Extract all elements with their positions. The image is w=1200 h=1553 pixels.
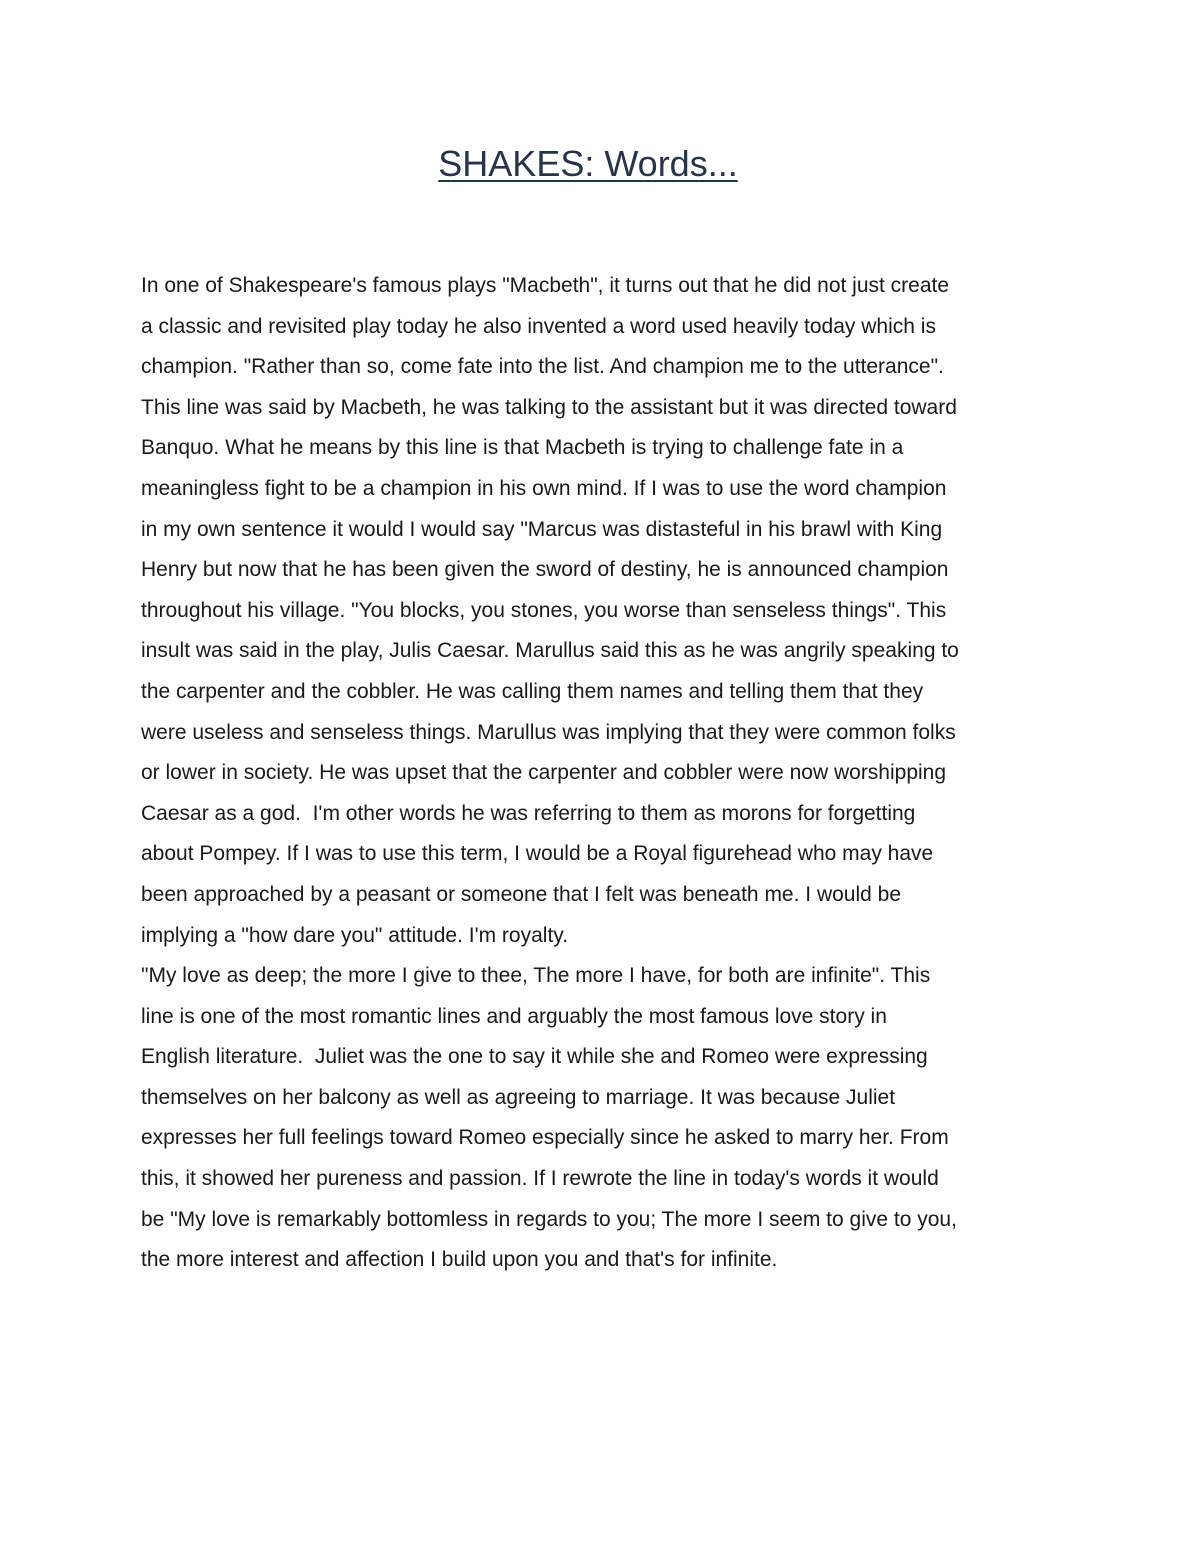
text-line: This line was said by Macbeth, he was talking to the assistant but it was directed toward <box>141 395 957 419</box>
text-line: implying a "how dare you" attitude. I'm royalty. <box>141 923 569 947</box>
text-line: Henry but now that he has been given the sword of destiny, he is announced champion <box>141 558 949 582</box>
text-line: themselves on her balcony as well as agreeing to marriage. It was because Juliet <box>141 1085 896 1109</box>
text-line: this, it showed her pureness and passion. If I rewrote the line in today's words it would <box>141 1167 939 1191</box>
text-line: a classic and revisited play today he also invented a word used heavily today which is <box>141 314 936 338</box>
text-line: Banquo. What he means by this line is that Macbeth is trying to challenge fate in a <box>141 436 904 460</box>
text-line: about Pompey. If I was to use this term, I would be a Royal figurehead who may have <box>141 842 934 866</box>
text-line: "My love as deep; the more I give to thee, The more I have, for both are infinite". This <box>141 964 931 988</box>
text-line: champion. "Rather than so, come fate into the list. And champion me to the utterance". <box>141 355 944 379</box>
text-line: English literature. Juliet was the one to say it while she and Romeo were expressing <box>141 1045 928 1069</box>
text-line: Caesar as a god. I'm other words he was referring to them as morons for forgetting <box>141 801 916 825</box>
text-line: expresses her full feelings toward Romeo especially since he asked to marry her. From <box>141 1126 949 1150</box>
text-line: been approached by a peasant or someone that I felt was beneath me. I would be <box>141 882 902 906</box>
text-line: throughout his village. "You blocks, you stones, you worse than senseless things". This <box>141 598 947 622</box>
text-line: insult was said in the play, Julis Caesar. Marullus said this as he was angrily speaking to <box>141 639 959 663</box>
text-line: be "My love is remarkably bottomless in regards to you; The more I seem to give to you, <box>141 1207 957 1231</box>
text-line: or lower in society. He was upset that the carpenter and cobbler were now worshipping <box>141 761 947 785</box>
document-body <box>141 266 1081 1281</box>
text-line: the more interest and affection I build upon you and that's for infinite. <box>141 1248 778 1272</box>
text-line: meaningless fight to be a champion in his own mind. If I was to use the word champion <box>141 476 947 500</box>
text-line: line is one of the most romantic lines and arguably the most famous love story in <box>141 1004 887 1028</box>
text-line: were useless and senseless things. Marullus was implying that they were common folks <box>141 720 956 744</box>
document-title: SHAKES: Words... <box>438 143 738 184</box>
text-line: the carpenter and the cobbler. He was calling them names and telling them that they <box>141 679 924 703</box>
text-line: In one of Shakespeare's famous plays "Macbeth", it turns out that he did not just create <box>141 274 950 297</box>
text-line: in my own sentence it would I would say "Marcus was distasteful in his brawl with King <box>141 517 943 541</box>
